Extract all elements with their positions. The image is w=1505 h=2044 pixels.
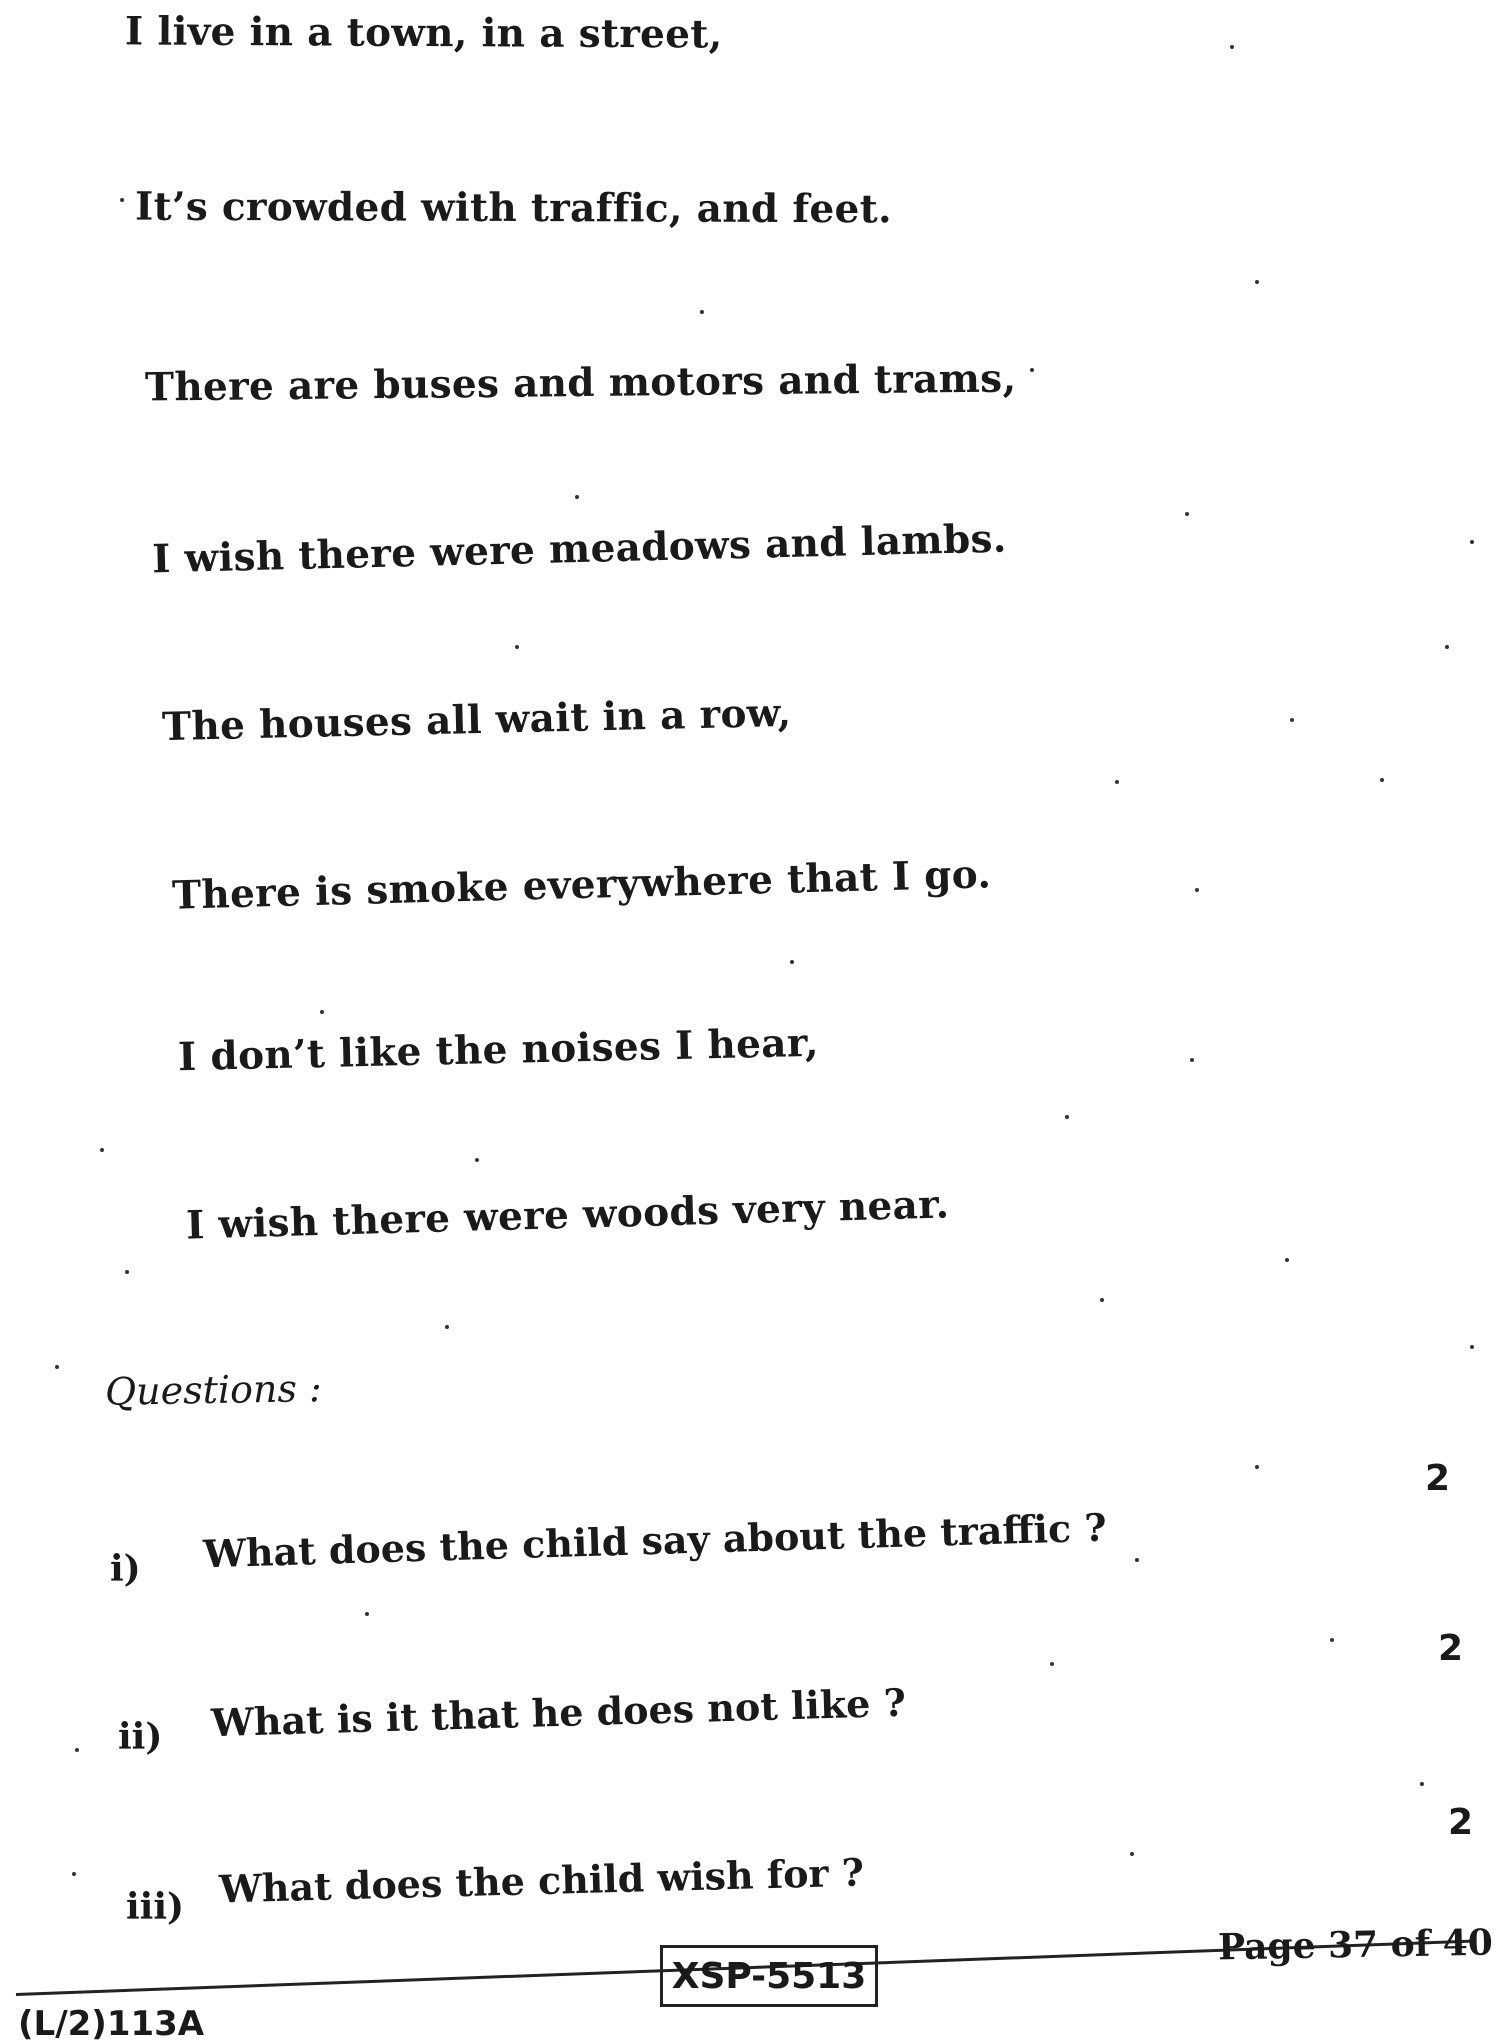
scan-speck [1380, 778, 1384, 782]
scan-speck [1230, 45, 1234, 49]
poem-line-3: There are buses and motors and trams, [144, 355, 1017, 411]
question-1-text: What does the child say about the traffic ? [202, 1504, 1108, 1577]
scan-speck [1420, 1782, 1424, 1786]
scan-speck [1050, 1662, 1054, 1666]
scan-speck [1470, 1345, 1474, 1349]
paper-code: (L/2)113A [18, 2004, 205, 2044]
scan-speck [700, 310, 704, 314]
subject-code-box [660, 1945, 878, 2007]
scan-speck [1100, 1298, 1104, 1302]
question-2-text: What is it that he does not like ? [210, 1679, 907, 1746]
poem-line-4: I wish there were meadows and lambs. [151, 515, 1008, 583]
scan-speck [575, 495, 579, 499]
scan-speck [1470, 540, 1474, 544]
scan-speck [1065, 1115, 1069, 1119]
scan-speck [120, 198, 124, 202]
poem-line-6: There is smoke everywhere that I go. [171, 851, 992, 919]
question-3-marks: 2 [1448, 1802, 1474, 1843]
poem-line-1: I live in a town, in a street, [124, 8, 723, 58]
scan-speck [100, 1148, 104, 1152]
scan-speck [790, 960, 794, 964]
scan-speck [1445, 645, 1449, 649]
poem-line-7: I don’t like the noises I hear, [177, 1019, 820, 1081]
scan-speck [320, 1010, 324, 1014]
scan-speck [1290, 718, 1294, 722]
question-3-number: iii) [126, 1886, 185, 1928]
scan-speck [365, 1612, 369, 1616]
scan-speck [445, 1325, 449, 1329]
scan-speck [475, 1158, 479, 1162]
scan-speck [75, 1748, 79, 1752]
scan-speck [55, 1365, 59, 1369]
subject-code: XSP-5513 [671, 1955, 867, 1997]
question-2-number: ii) [118, 1716, 163, 1758]
scan-speck [1255, 1465, 1259, 1469]
poem-line-2: It’s crowded with traffic, and feet. [134, 183, 892, 233]
scan-speck [1130, 1852, 1134, 1856]
question-2-marks: 2 [1438, 1628, 1464, 1669]
question-3-text: What does the child wish for ? [218, 1849, 865, 1912]
scan-speck [1330, 1638, 1334, 1642]
scan-speck [72, 1872, 76, 1876]
question-1-number: i) [110, 1548, 141, 1590]
scan-speck [1135, 1558, 1139, 1562]
scan-speck [125, 1270, 129, 1274]
scan-speck [1185, 512, 1189, 516]
question-1-marks: 2 [1425, 1458, 1451, 1499]
poem-line-8: I wish there were woods very near. [185, 1181, 950, 1249]
poem-line-5: The houses all wait in a row, [161, 689, 792, 751]
questions-heading: Questions : [104, 1366, 323, 1414]
scan-speck [1255, 280, 1259, 284]
page-number: Page 37 of 40 [1217, 1921, 1494, 1969]
scan-speck [1195, 888, 1199, 892]
scan-speck [1030, 368, 1034, 372]
scan-speck [1190, 1058, 1194, 1062]
scan-speck [1285, 1258, 1289, 1262]
scan-speck [1115, 780, 1119, 784]
scan-speck [515, 645, 519, 649]
